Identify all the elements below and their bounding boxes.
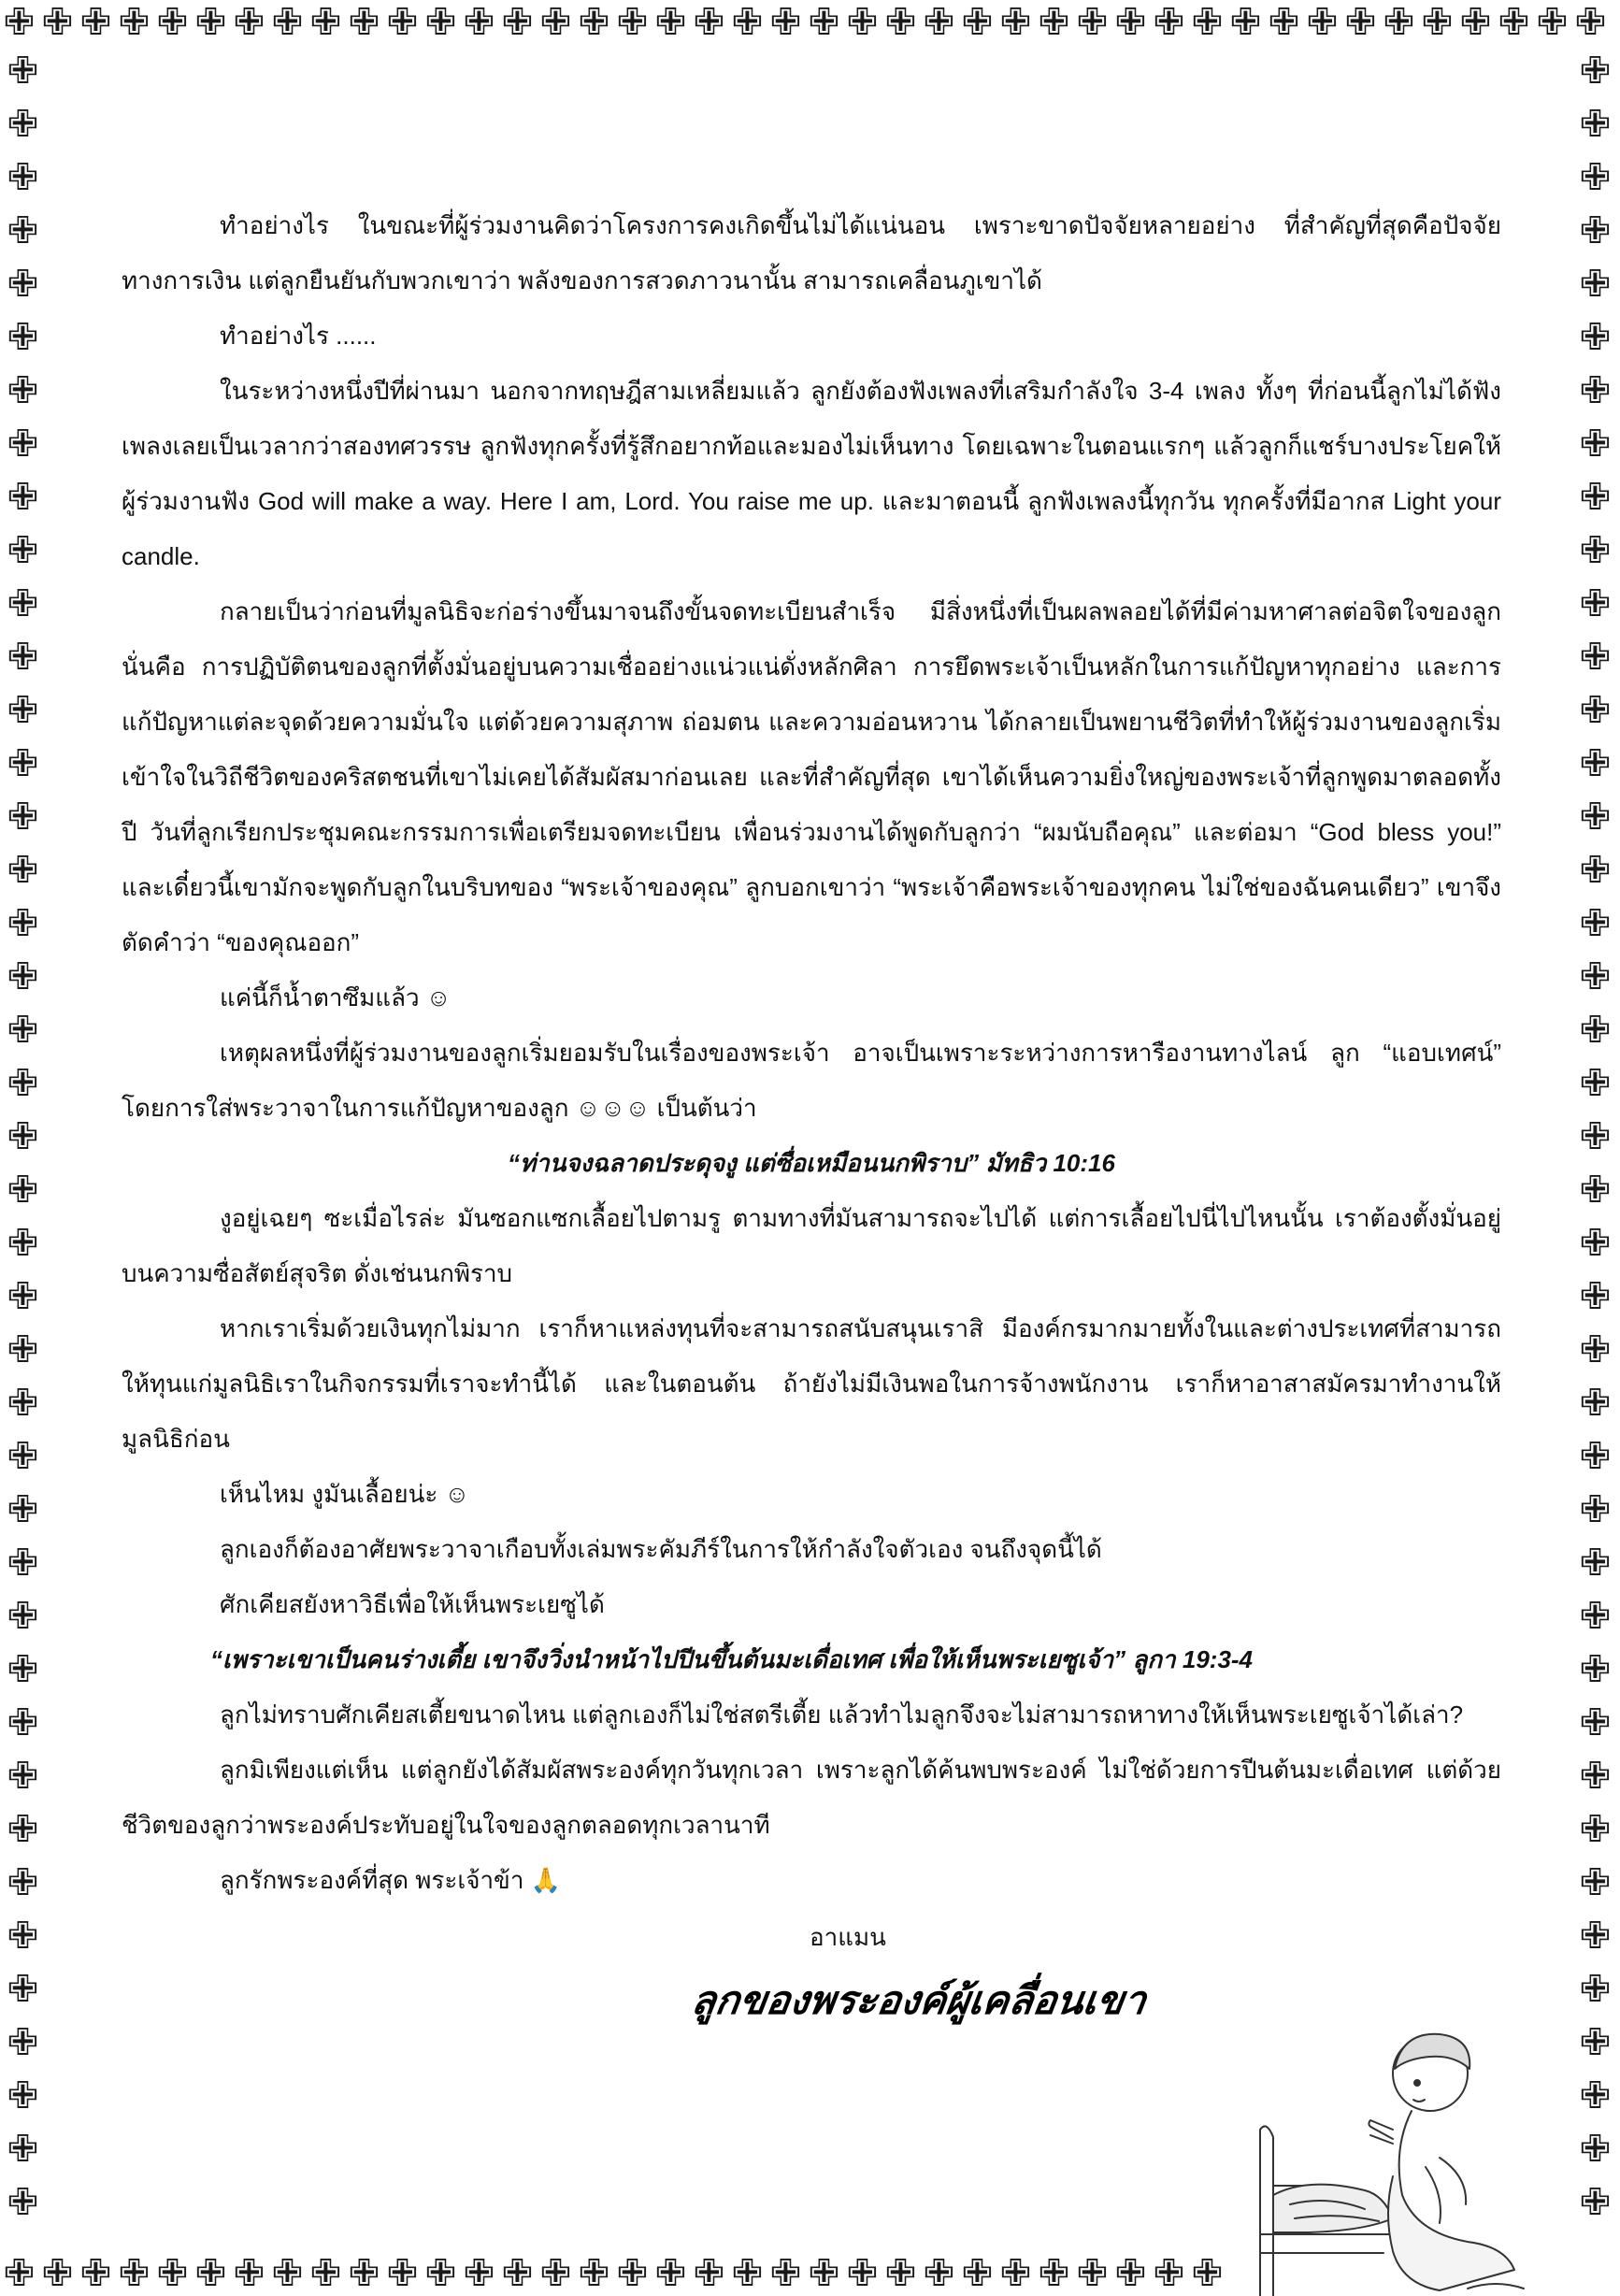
- cross-icon: ✙: [1579, 689, 1612, 732]
- cross-icon: ✙: [79, 2255, 112, 2295]
- cross-icon: ✙: [808, 4, 840, 44]
- cross-icon: ✙: [1579, 2181, 1612, 2224]
- cross-icon: ✙: [1579, 209, 1612, 252]
- cross-icon: ✙: [7, 50, 39, 93]
- cross-icon: ✙: [1268, 4, 1300, 44]
- cross-icon: ✙: [1579, 423, 1612, 466]
- cross-icon: ✙: [1153, 4, 1185, 44]
- cross-icon: ✙: [7, 796, 39, 839]
- cross-icon: ✙: [923, 2255, 955, 2295]
- paragraph-10: ลูกเองก็ต้องอาศัยพระวาจาเกือบทั้งเล่มพระคัมภีร์ในการให้กำลังใจตัวเอง จนถึงจุดนี้ได้: [220, 1535, 1102, 1563]
- cross-icon: ✙: [7, 316, 39, 359]
- paragraph-8: หากเราเริ่มด้วยเงินทุกไม่มาก เราก็หาแหล่งทุนที่จะสามารถสนับสนุนเราสิ มีองค์กรมากมายทั้งในและต่างประเทศที่สามารถให้ทุนแก่มูลนิธิเราในกิจกรรมที่เราจะทำนี้ได้ และในตอนต้น ถ้ายังไม่มีเงินพอในการจ้างพนักงาน เราก็หาอาสาสมัครมาทำงานให้มูลนิธิก่อน: [122, 1314, 1501, 1453]
- cross-icon: ✙: [999, 4, 1032, 44]
- cross-icon: ✙: [233, 4, 265, 44]
- cross-icon: ✙: [7, 1009, 39, 1052]
- cross-icon: ✙: [578, 2255, 610, 2295]
- cross-icon: ✙: [731, 4, 764, 44]
- cross-icon: ✙: [1579, 1755, 1612, 1798]
- scripture-quote-luke: “เพราะเขาเป็นคนร่างเตี้ย เขาจึงวิ่งนำหน้าไปปีนขึ้นต้นมะเดื่อเทศ เพื่อให้เห็นพระเยซูเจ้า” ลูกา 19:3-4: [210, 1645, 1254, 1673]
- paragraph-9: เห็นไหม งูมันเลื้อยน่ะ ☺: [220, 1480, 470, 1508]
- cross-icon: ✙: [7, 1275, 39, 1318]
- cross-icon: ✙: [1579, 369, 1612, 412]
- cross-icon: ✙: [693, 4, 725, 44]
- cross-icon: ✙: [1038, 2255, 1070, 2295]
- cross-icon: ✙: [1114, 4, 1147, 44]
- cross-icon: ✙: [7, 2128, 39, 2171]
- cross-icon: ✙: [1579, 1595, 1612, 1638]
- cross-icon: ✙: [7, 1222, 39, 1265]
- cross-icon: ✙: [233, 2255, 265, 2295]
- cross-icon: ✙: [7, 1115, 39, 1158]
- cross-icon: ✙: [7, 263, 39, 306]
- cross-icon: ✙: [7, 849, 39, 892]
- cross-icon: ✙: [961, 4, 994, 44]
- cross-icon: ✙: [7, 1328, 39, 1371]
- cross-icon: ✙: [539, 4, 572, 44]
- cross-icon: ✙: [156, 4, 189, 44]
- cross-icon: ✙: [654, 4, 687, 44]
- cross-icon: ✙: [1579, 902, 1612, 945]
- cross-icon: ✙: [501, 4, 534, 44]
- cross-icon: ✙: [7, 1648, 39, 1691]
- cross-icon: ✙: [271, 4, 304, 44]
- cross-icon: ✙: [846, 4, 879, 44]
- cross-icon: ✙: [7, 1701, 39, 1744]
- child-body-icon: [1388, 2111, 1514, 2290]
- cross-icon: ✙: [1579, 1009, 1612, 1052]
- cross-icon: ✙: [578, 4, 610, 44]
- cross-icon: ✙: [1579, 1382, 1612, 1425]
- cross-icon: ✙: [1191, 2255, 1224, 2295]
- cross-icon: ✙: [654, 2255, 687, 2295]
- cross-icon: ✙: [1579, 1488, 1612, 1531]
- cross-icon: ✙: [3, 2255, 36, 2295]
- cross-icon: ✙: [1579, 1968, 1612, 2011]
- cross-icon: ✙: [1498, 4, 1530, 44]
- cross-icon: ✙: [693, 2255, 725, 2295]
- cross-icon: ✙: [7, 902, 39, 945]
- cross-icon: ✙: [1579, 1062, 1612, 1105]
- cross-icon: ✙: [1579, 50, 1612, 93]
- paragraph-2: ทำอย่างไร ......: [220, 322, 377, 350]
- praying-child-illustration: [1253, 2017, 1533, 2296]
- cross-icon: ✙: [7, 423, 39, 466]
- cross-icon: ✙: [7, 1169, 39, 1212]
- cross-icon: ✙: [348, 4, 380, 44]
- cross-icon: ✙: [7, 2181, 39, 2224]
- cross-icon: ✙: [1579, 263, 1612, 306]
- praying-hands-icon: [1369, 2120, 1393, 2144]
- cross-icon: ✙: [194, 2255, 227, 2295]
- cross-icon: ✙: [463, 2255, 495, 2295]
- blanket-icon: [1273, 2185, 1393, 2232]
- cross-icon: ✙: [7, 209, 39, 252]
- paragraph-4: กลายเป็นว่าก่อนที่มูลนิธิจะก่อร่างขึ้นมาจนถึงขั้นจดทะเบียนสำเร็จ มีสิ่งหนึ่งที่เป็นผลพลอยได้ที่มีค่ามหาศาลต่อจิตใจของลูก นั่นคือ การปฏิบัติตนของลูกที่ตั้งมั่นอยู่บนความเชื่ออย่างแน่วแน่ดั่งหลักศิลา การยึดพระเจ้าเป็นหลักในการแก้ปัญหาทุกอย่าง และการแก้ปัญหาแต่ละจุดด้วยความมั่นใจ แต่ด้วยความสุภาพ ถ่อมตน และความอ่อนหวาน ได้กลายเป็นพยานชีวิตที่ทำให้ผู้ร่วมงานของลูกเริ่มเข้าใจในวิถีชีวิตของคริสตชนที่เขาไม่เคยได้สัมผัสมาก่อนเลย และที่สำคัญที่สุด เขาได้เห็นความยิ่งใหญ่ของพระเจ้าที่ลูกพูดมาตลอดทั้งปี วันที่ลูกเรียกประชุมคณะกรรมการเพื่อเตรียมจดทะเบียน เพื่อนร่วมงานได้พูดกับลูกว่า “ผมนับถือคุณ” และต่อมา “God bless you!” และเดี๋ยวนี้เขามักจะพูดกับลูกในบริบทของ “พระเจ้าของคุณ” ลูกบอกเขาว่า “พระเจ้าคือพระเจ้าของทุกคน ไม่ใช่ของฉันคนเดียว” เขาจึงตัดคำว่า “ของคุณออก”: [122, 597, 1501, 956]
- cross-icon: ✙: [731, 2255, 764, 2295]
- cross-icon: ✙: [616, 2255, 649, 2295]
- bottom-cross-border: [0, 2255, 1253, 2296]
- paragraph-11: ศักเคียสยังหาวิธีเพื่อให้เห็นพระเยซูได้: [220, 1590, 605, 1618]
- cross-icon: ✙: [7, 1755, 39, 1798]
- cross-icon: ✙: [1191, 4, 1224, 44]
- paragraph-1: ทำอย่างไร ในขณะที่ผู้ร่วมงานคิดว่าโครงการคงเกิดขึ้นไม่ได้แน่นอน เพราะขาดปัจจัยหลายอย่าง ที่สำคัญที่สุดคือปัจจัยทางการเงิน แต่ลูกยืนยันกับพวกเขาว่า พลังของการสวดภาวนานั้น สามารถเคลื่อนภูเขาได้: [122, 211, 1501, 294]
- paragraph-6: เหตุผลหนึ่งที่ผู้ร่วมงานของลูกเริ่มยอมรับในเรื่องของพระเจ้า อาจเป็นเพราะระหว่างการหารืองานทางไลน์ ลูก “แอบเทศน์” โดยการใส่พระวาจาในการแก้ปัญหาของลูก ☺☺☺ เป็นต้นว่า: [122, 1039, 1501, 1122]
- cross-icon: ✙: [884, 2255, 917, 2295]
- cross-icon: ✙: [309, 4, 342, 44]
- bed-post-icon: [1260, 2126, 1273, 2296]
- cross-icon: ✙: [1579, 2128, 1612, 2171]
- cross-icon: ✙: [1038, 4, 1070, 44]
- cross-icon: ✙: [386, 2255, 419, 2295]
- cross-icon: ✙: [7, 156, 39, 199]
- cross-icon: ✙: [1579, 2074, 1612, 2117]
- handwritten-signature: ลูกของพระองค์ผู้เคลื่อนเขา: [688, 1977, 1150, 2023]
- cross-icon: ✙: [7, 1861, 39, 1904]
- cross-icon: ✙: [961, 2255, 994, 2295]
- cross-icon: ✙: [118, 2255, 151, 2295]
- cross-icon: ✙: [7, 1062, 39, 1105]
- cross-icon: ✙: [1114, 2255, 1147, 2295]
- cross-icon: ✙: [1579, 1275, 1612, 1318]
- cross-icon: ✙: [616, 4, 649, 44]
- cross-icon: ✙: [1076, 4, 1109, 44]
- closing-amen: อาแมน: [810, 1923, 886, 1951]
- cross-icon: ✙: [1579, 1435, 1612, 1478]
- cross-icon: ✙: [1579, 1701, 1612, 1744]
- cross-icon: ✙: [769, 2255, 802, 2295]
- top-cross-border: [0, 4, 1620, 45]
- cross-icon: ✙: [1579, 636, 1612, 679]
- cross-icon: ✙: [1579, 156, 1612, 199]
- cross-icon: ✙: [7, 582, 39, 625]
- cross-icon: ✙: [1536, 4, 1569, 44]
- cross-icon: ✙: [1076, 2255, 1109, 2295]
- cross-icon: ✙: [1579, 796, 1612, 839]
- cross-icon: ✙: [7, 1915, 39, 1958]
- cross-icon: ✙: [41, 2255, 74, 2295]
- paragraph-12: ลูกไม่ทราบศักเคียสเตี้ยขนาดไหน แต่ลูกเองก็ไม่ใช่สตรีเตี้ย แล้วทำไมลูกจึงจะไม่สามารถหาทางให้เห็นพระเยซูเจ้าได้เล่า?: [220, 1700, 1464, 1729]
- cross-icon: ✙: [1459, 4, 1492, 44]
- cross-icon: ✙: [1579, 103, 1612, 146]
- letter-body: [122, 198, 1501, 2066]
- cross-icon: ✙: [348, 2255, 380, 2295]
- cross-icon: ✙: [884, 4, 917, 44]
- cross-icon: ✙: [118, 4, 151, 44]
- paragraph-7: งูอยู่เฉยๆ ซะเมื่อไรล่ะ มันซอกแซกเลื้อยไปตามรู ตามทางที่มันสามารถจะไปได้ แต่การเลื้อยไปนี่ไปไหนนั้น เราต้องตั้งมั่นอยู่บนความซื่อสัตย์สุจริต ดั่งเช่นนกพิราบ: [122, 1204, 1501, 1287]
- cross-icon: ✙: [1579, 1915, 1612, 1958]
- scripture-quote-matthew: “ท่านจงฉลาดประดุจงู แต่ซื่อเหมือนนกพิราบ” มัทธิว 10:16: [508, 1149, 1115, 1177]
- cross-icon: ✙: [7, 1488, 39, 1531]
- cross-icon: ✙: [1579, 316, 1612, 359]
- cross-icon: ✙: [309, 2255, 342, 2295]
- cross-icon: ✙: [1579, 1542, 1612, 1585]
- cross-icon: ✙: [1579, 955, 1612, 998]
- cross-icon: ✙: [7, 1595, 39, 1638]
- cross-icon: ✙: [7, 1435, 39, 1478]
- cross-icon: ✙: [194, 4, 227, 44]
- cross-icon: ✙: [7, 636, 39, 679]
- cross-icon: ✙: [808, 2255, 840, 2295]
- cross-icon: ✙: [1579, 1808, 1612, 1851]
- right-cross-border: [1576, 45, 1617, 2251]
- cross-icon: ✙: [7, 742, 39, 785]
- cross-icon: ✙: [1579, 1169, 1612, 1212]
- cross-icon: ✙: [1306, 4, 1339, 44]
- cross-icon: ✙: [1344, 4, 1377, 44]
- cross-icon: ✙: [846, 2255, 879, 2295]
- cross-icon: ✙: [1153, 2255, 1185, 2295]
- cross-icon: ✙: [923, 4, 955, 44]
- cross-icon: ✙: [7, 1808, 39, 1851]
- cross-icon: ✙: [1229, 4, 1262, 44]
- cross-icon: ✙: [999, 2255, 1032, 2295]
- cross-icon: ✙: [79, 4, 112, 44]
- cross-icon: ✙: [539, 2255, 572, 2295]
- cross-icon: ✙: [1574, 4, 1607, 44]
- cross-icon: ✙: [156, 2255, 189, 2295]
- cross-icon: ✙: [7, 1968, 39, 2011]
- cross-icon: ✙: [7, 1542, 39, 1585]
- cross-icon: ✙: [424, 2255, 457, 2295]
- cross-icon: ✙: [7, 955, 39, 998]
- cross-icon: ✙: [1579, 582, 1612, 625]
- cross-icon: ✙: [1579, 1648, 1612, 1691]
- cross-icon: ✙: [3, 4, 36, 44]
- cross-icon: ✙: [1579, 1328, 1612, 1371]
- left-cross-border: [4, 45, 45, 2251]
- cross-icon: ✙: [1579, 529, 1612, 572]
- cross-icon: ✙: [1579, 742, 1612, 785]
- cross-icon: ✙: [1579, 849, 1612, 892]
- paragraph-14: ลูกรักพระองค์ที่สุด พระเจ้าข้า 🙏: [220, 1866, 562, 1894]
- cross-icon: ✙: [271, 2255, 304, 2295]
- cross-icon: ✙: [41, 4, 74, 44]
- paragraph-13: ลูกมิเพียงแต่เห็น แต่ลูกยังได้สัมผัสพระองค์ทุกวันทุกเวลา เพราะลูกได้ค้นพบพระองค์ ไม่ใช่ด้วยการปีนต้นมะเดื่อเทศ แต่ด้วยชีวิตของลูกว่าพระองค์ประทับอยู่ในใจของลูกตลอดทุกเวลานาที: [122, 1756, 1501, 1839]
- cross-icon: ✙: [7, 1382, 39, 1425]
- cross-icon: ✙: [1579, 2021, 1612, 2064]
- cross-icon: ✙: [1383, 4, 1415, 44]
- paragraph-3: ในระหว่างหนึ่งปีที่ผ่านมา นอกจากทฤษฎีสามเหลี่ยมแล้ว ลูกยังต้องฟังเพลงที่เสริมกำลังใจ 3-4 เพลง ทั้งๆ ที่ก่อนนี้ลูกไม่ได้ฟังเพลงเลยเป็นเวลากว่าสองทศวรรษ ลูกฟังทุกครั้งที่รู้สึกอยากท้อและมองไม่เห็นทาง โดยเฉพาะในตอนแรกๆ แล้วลูกก็แชร์บางประโยคให้ผู้ร่วมงานฟัง God will make a way. Here I am, Lord. You raise me up. และมาตอนนี้ ลูกฟังเพลงนี้ทุกวัน ทุกครั้งที่มีอากส Light your candle.: [122, 377, 1501, 570]
- cross-icon: ✙: [7, 689, 39, 732]
- cross-icon: ✙: [501, 2255, 534, 2295]
- cross-icon: ✙: [386, 4, 419, 44]
- cross-icon: ✙: [1579, 1115, 1612, 1158]
- paragraph-5: แค่นี้ก็น้ำตาซึมแล้ว ☺: [220, 983, 452, 1012]
- cross-icon: ✙: [1579, 1222, 1612, 1265]
- cross-icon: ✙: [1579, 1861, 1612, 1904]
- cross-icon: ✙: [7, 103, 39, 146]
- cross-icon: ✙: [7, 369, 39, 412]
- cross-icon: ✙: [1579, 476, 1612, 519]
- cross-icon: ✙: [1421, 4, 1454, 44]
- cross-icon: ✙: [7, 476, 39, 519]
- cross-icon: ✙: [769, 4, 802, 44]
- cross-icon: ✙: [463, 4, 495, 44]
- cross-icon: ✙: [7, 2021, 39, 2064]
- cross-icon: ✙: [7, 2074, 39, 2117]
- cross-icon: ✙: [7, 529, 39, 572]
- cross-icon: ✙: [424, 4, 457, 44]
